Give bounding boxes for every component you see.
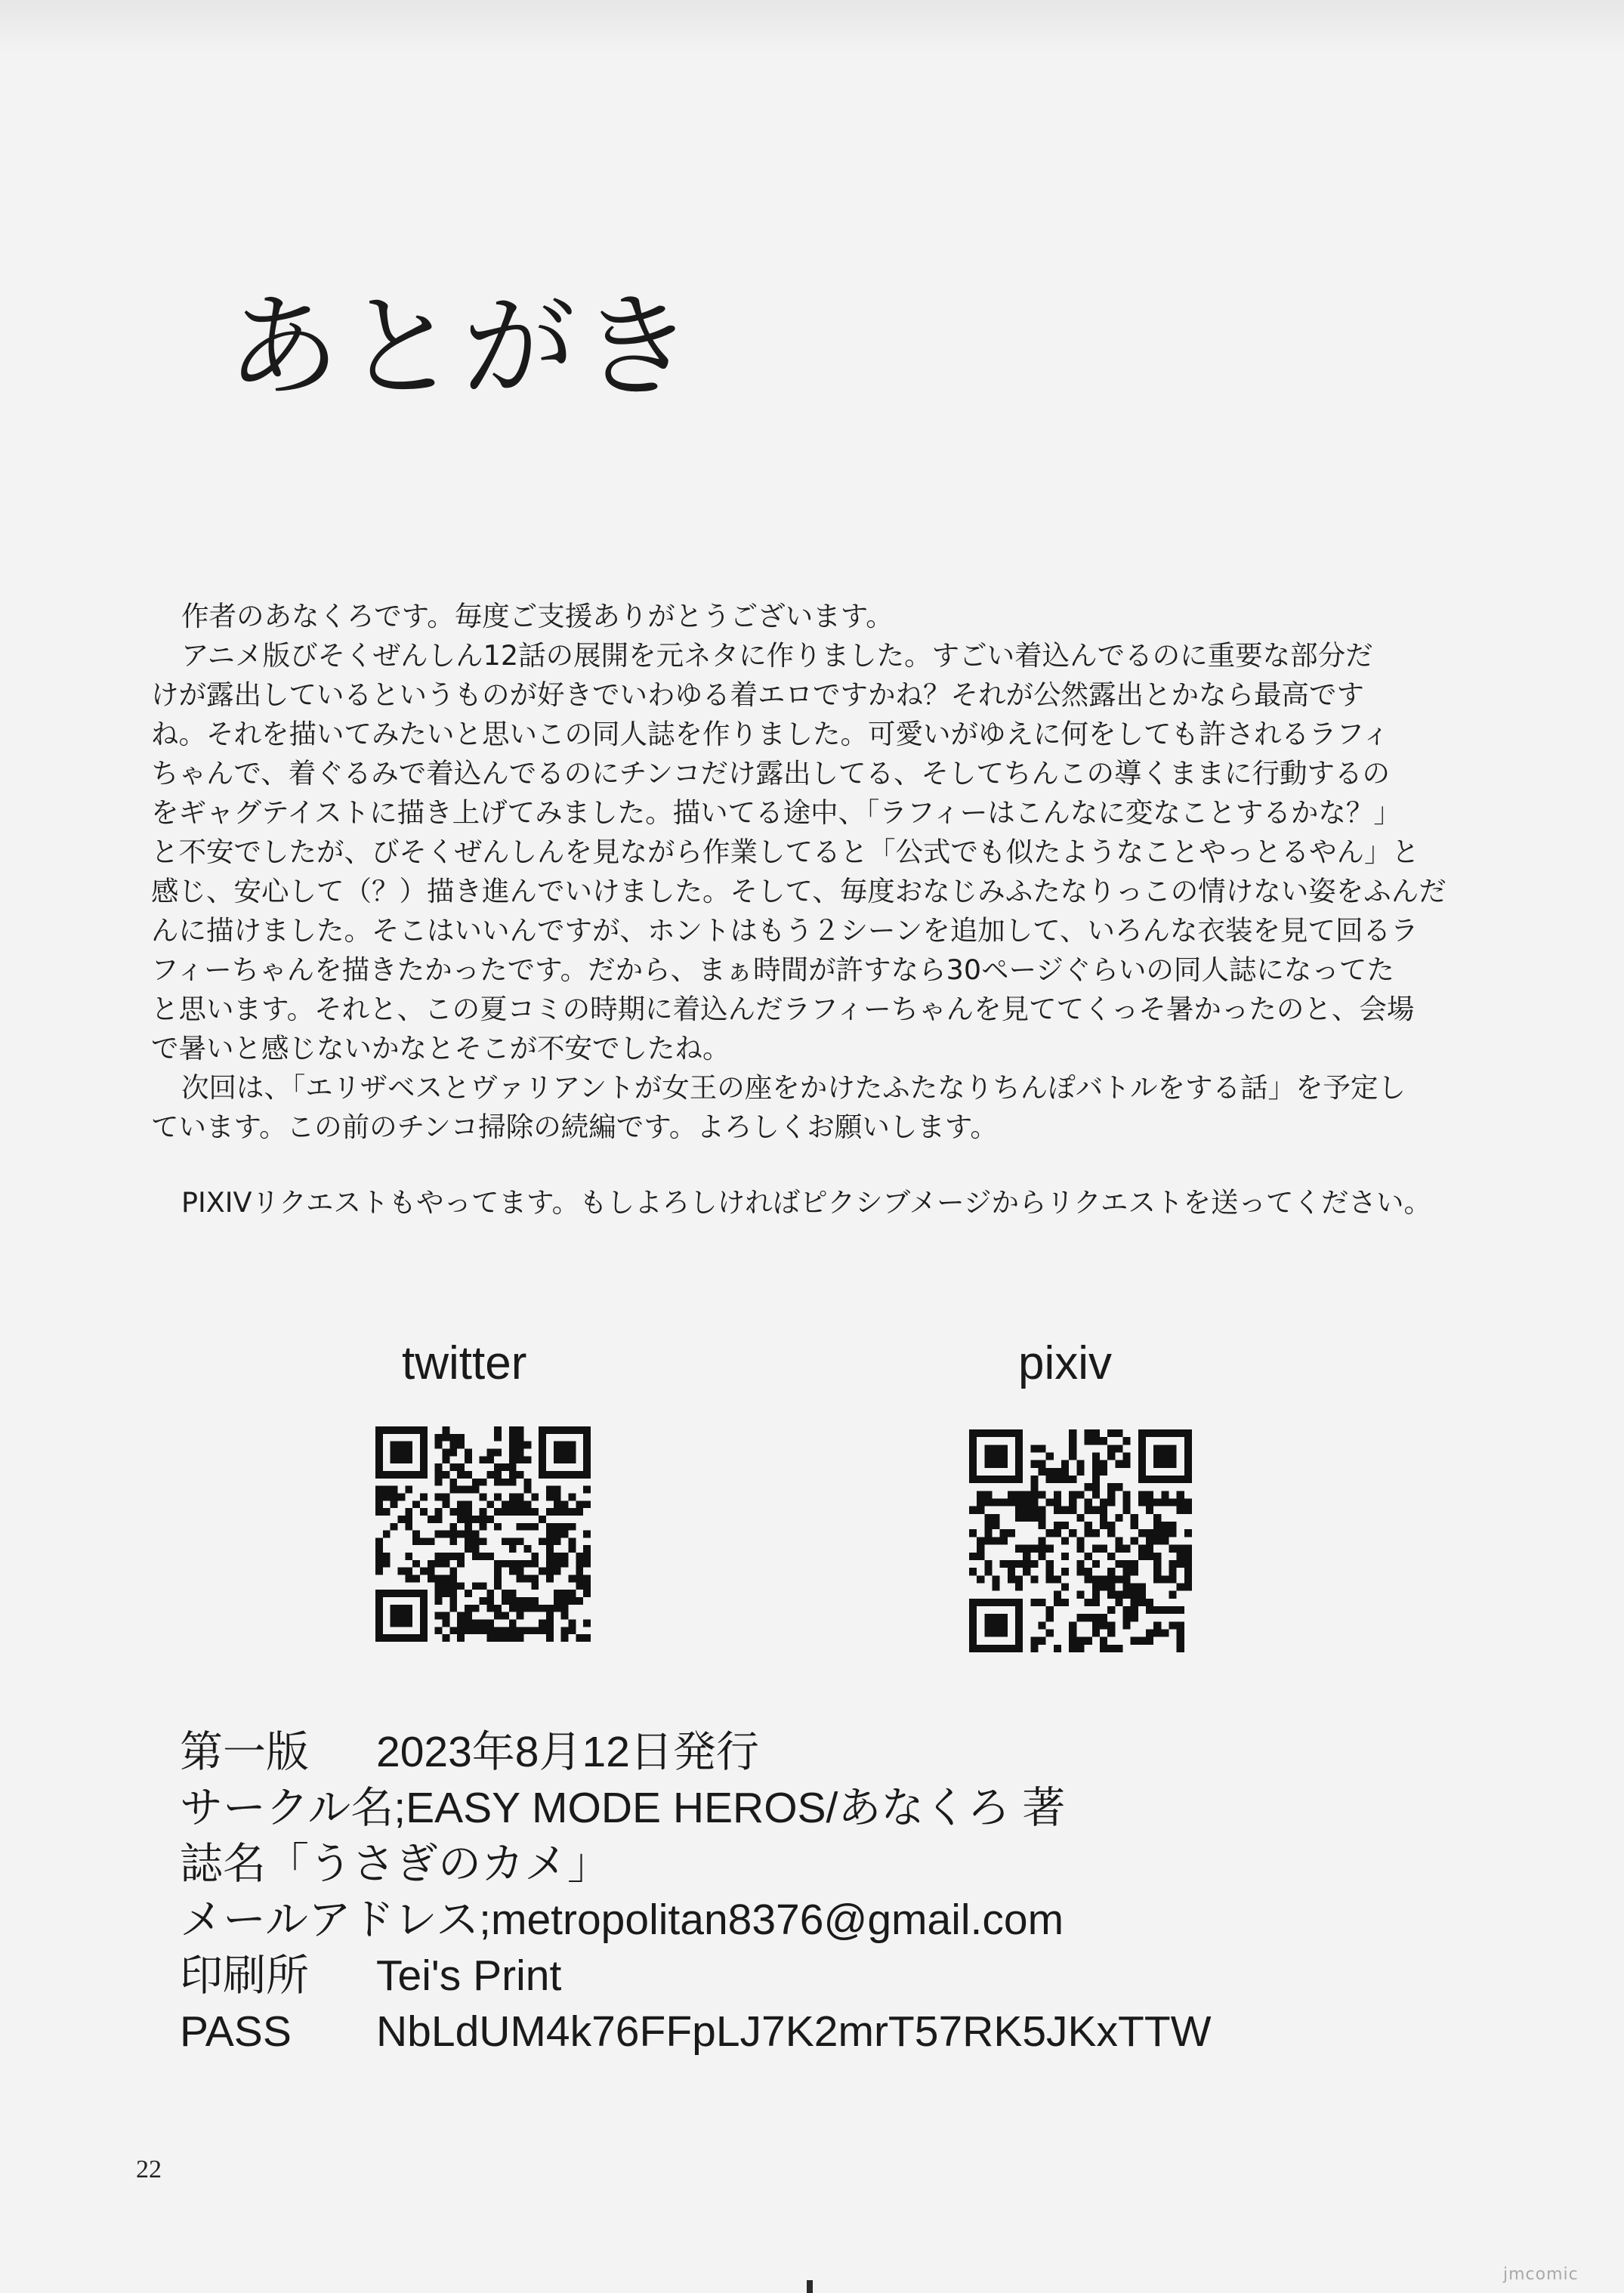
- email-row: メールアドレス;metropolitan8376@gmail.com: [180, 1896, 1064, 1944]
- scan-edge-shadow: [0, 0, 1624, 53]
- afterword-line: アニメ版びそくぜんしん12話の展開を元ネタに作りました。すごい着込んでるのに重要な部分だ: [181, 639, 1373, 672]
- afterword-line: んに描けました。そこはいいんですが、ホントはもう２シーンを追加して、いろんな衣装を見て回るラ: [151, 914, 1419, 947]
- afterword-line: ね。それを描いてみたいと思いこの同人誌を作りました。可愛いがゆえに何をしても許されるラフィ: [151, 718, 1390, 750]
- afterword-line: と不安でしたが、びそくぜんしんを見ながら作業してると「公式でも似たようなことやっとるやん」と: [151, 836, 1419, 868]
- afterword-line: 作者のあなくろです。毎度ご支援ありがとうございます。: [181, 600, 894, 632]
- afterword-line: をギャグテイストに描き上げてみました。描いてる途中、「ラフィーはこんなに変なことするかな？」: [151, 796, 1401, 829]
- afterword-line: フィーちゃんを描きたかったです。だから、まぁ時間が許すなら30ページぐらいの同人誌になってた: [151, 953, 1394, 986]
- edition-key: 第一版: [180, 1728, 309, 1776]
- book-title-row: 誌名「うさぎのカメ」: [180, 1840, 610, 1888]
- afterword-line: 感じ、安心して（？）描き進んでいけました。そして、毎度おなじみふたなりっこの情けない姿をふんだ: [151, 875, 1446, 907]
- page-title: あとがき: [227, 282, 699, 413]
- afterword-line: ちゃんで、着ぐるみで着込んでるのにチンコだけ露出してる、そしてちんこの導くままに行動するの: [151, 757, 1390, 790]
- twitter-label: twitter: [402, 1337, 527, 1389]
- pass-key: PASS: [180, 2007, 292, 2056]
- edition-row: [180, 1724, 1539, 1780]
- page-number: 22: [136, 2155, 162, 2183]
- colophon: [180, 1724, 1539, 2060]
- printer-value: Tei's Print: [376, 1952, 562, 2000]
- afterword-line: と思います。それと、この夏コミの時期に着込んだラフィーちゃんを見ててくっそ暑かったのと、会場: [151, 993, 1415, 1025]
- printer-row: [180, 1948, 1539, 2004]
- pixiv-qr-code-icon[interactable]: [969, 1429, 1192, 1652]
- pixiv-label: pixiv: [1018, 1337, 1113, 1389]
- printer-key: 印刷所: [180, 1952, 309, 2000]
- afterword-line: 次回は、「エリザベスとヴァリアントが女王の座をかけたふたなりちんぽバトルをする話」を予定し: [181, 1071, 1406, 1104]
- afterword-line: けが露出しているというものが好きでいわゆる着エロですかね？それが公然露出とかなら最高です: [151, 678, 1364, 711]
- pass-row: [180, 2004, 1539, 2060]
- watermark: jmcomic: [1503, 2265, 1579, 2284]
- edition-value: 2023年8月12日発行: [376, 1728, 759, 1776]
- pixiv-request-line: PIXIVリクエストもやってます。もしよろしければピクシブメージからリクエストを送ってください。: [181, 1186, 1431, 1219]
- afterword-line: ています。この前のチンコ掃除の続編です。よろしくお願いします。: [151, 1111, 998, 1143]
- afterword-line: で暑いと感じないかなとそこが不安でしたね。: [151, 1032, 730, 1065]
- circle-row: サークル名;EASY MODE HEROS/あなくろ 著: [180, 1784, 1066, 1832]
- afterword-text: [151, 597, 1511, 1222]
- scan-mark: [807, 2280, 813, 2293]
- twitter-qr-code-icon[interactable]: [375, 1426, 591, 1642]
- pass-value: NbLdUM4k76FFpLJ7K2mrT57RK5JKxTTW: [376, 2007, 1212, 2056]
